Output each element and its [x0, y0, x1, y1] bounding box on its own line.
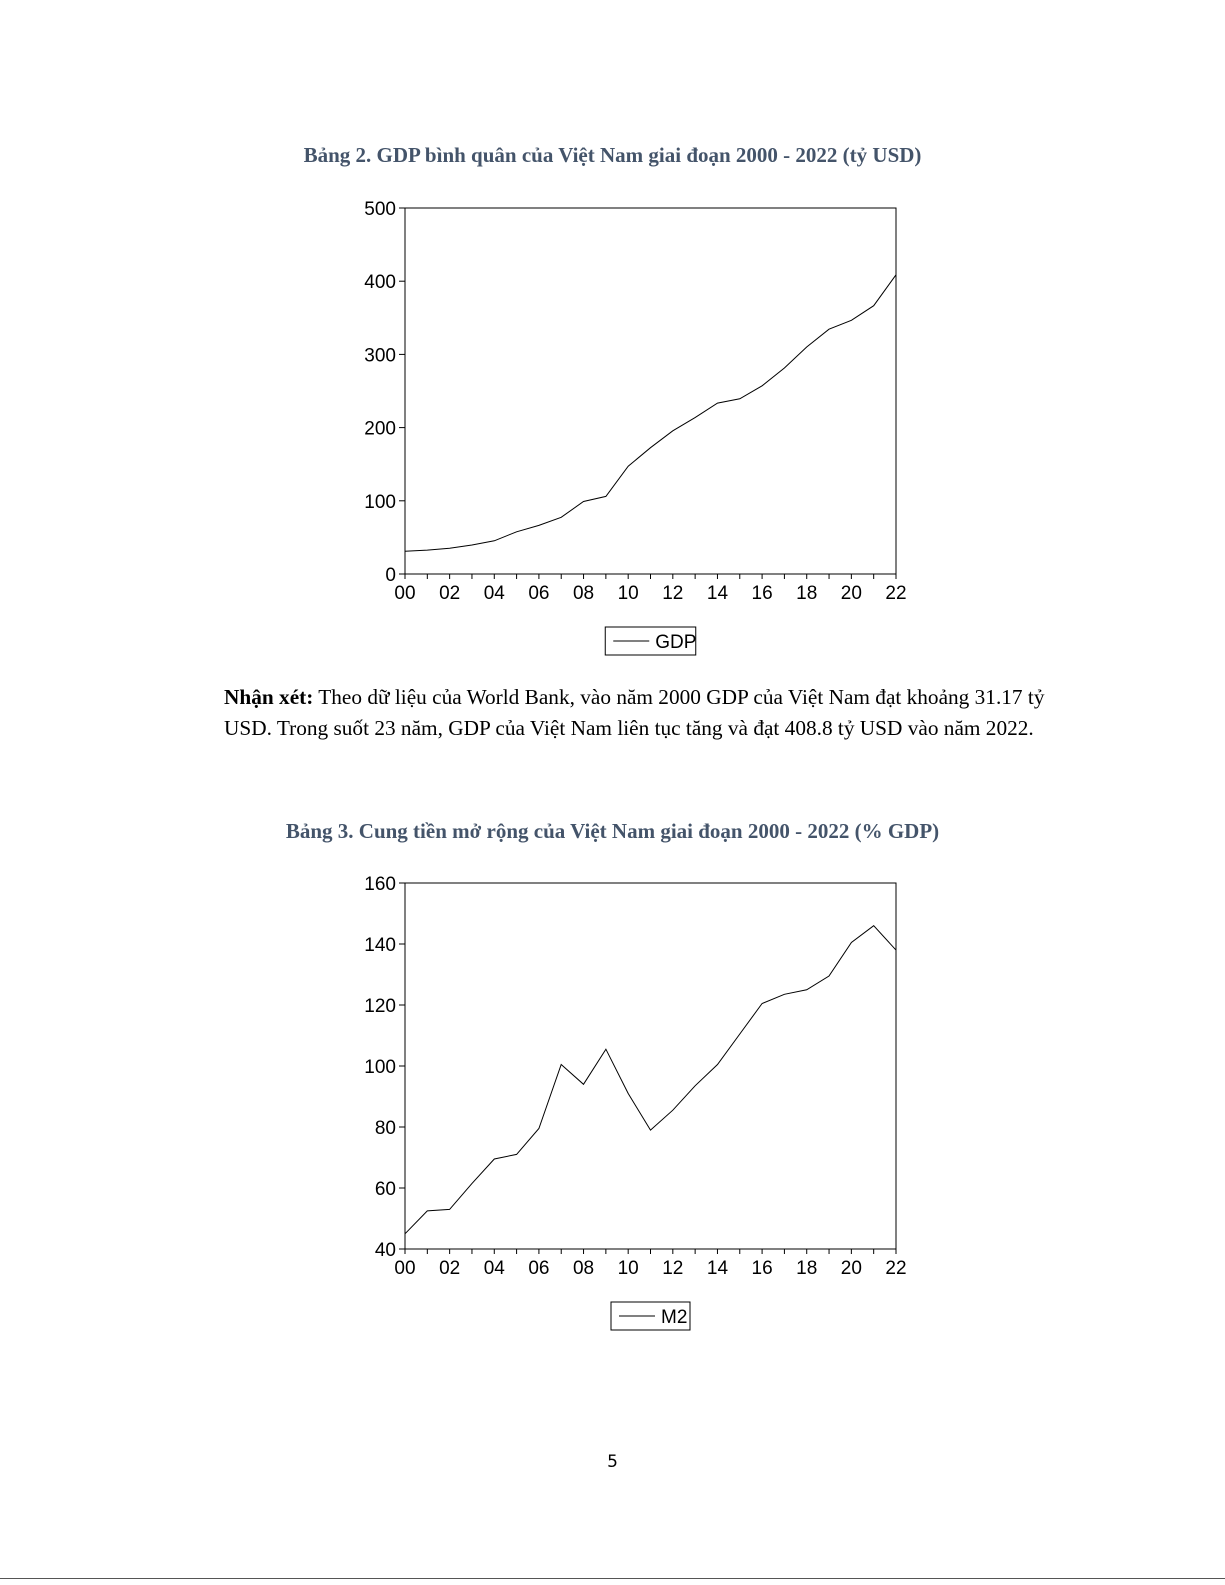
gdp-y-tick-label: 500	[364, 199, 396, 220]
gdp-chart	[345, 190, 925, 670]
gdp-x-tick-label: 22	[885, 583, 907, 604]
m2-y-tick-label: 40	[374, 1240, 396, 1261]
chart1-caption: Bảng 2. GDP bình quân của Việt Nam giai đoạn 2000 - 2022 (tỷ USD)	[303, 143, 922, 167]
remark-label: Nhận xét:	[224, 685, 314, 709]
m2-series-line-m2	[405, 926, 896, 1234]
m2-x-tick-label: 14	[706, 1258, 729, 1279]
m2-x-tick-label: 10	[617, 1258, 639, 1279]
gdp-x-tick-label: 06	[528, 583, 550, 604]
gdp-y-tick-label: 400	[364, 272, 396, 294]
m2-x-tick-label: 08	[572, 1258, 595, 1279]
gdp-plot-frame	[405, 208, 896, 574]
m2-x-tick-label: 20	[840, 1258, 862, 1279]
m2-x-tick-label: 16	[751, 1258, 773, 1279]
m2-x-tick-label: 06	[528, 1258, 550, 1279]
gdp-x-tick-label: 08	[572, 583, 595, 604]
m2-y-tick-label: 120	[364, 996, 396, 1017]
gdp-x-tick-label: 14	[706, 583, 729, 604]
m2-x-tick-label: 02	[439, 1258, 461, 1279]
m2-y-tick-label: 80	[374, 1118, 396, 1139]
m2-x-tick-label: 12	[662, 1258, 684, 1279]
m2-x-tick-label: 00	[394, 1258, 416, 1279]
gdp-chart-svg	[345, 190, 925, 670]
m2-y-tick-label: 140	[364, 935, 396, 956]
gdp-y-tick-label: 0	[385, 565, 396, 586]
m2-x-tick-label: 22	[885, 1258, 907, 1279]
gdp-y-tick-label: 300	[364, 345, 396, 367]
m2-chart	[345, 865, 925, 1345]
m2-legend-label: M2	[661, 1307, 688, 1328]
footer-rule	[0, 1578, 1225, 1579]
m2-plot-frame	[405, 883, 896, 1249]
remark-text: Theo dữ liệu của World Bank, vào năm 2000 GDP của Việt Nam đạt khoảng 31.17 tỷ USD. Trong suốt 23 năm, GDP của Việt Nam liên tục tăng và đạt 408.8 tỷ USD vào năm 2022.	[224, 685, 1045, 740]
gdp-y-tick-label: 200	[364, 418, 396, 440]
m2-x-tick-label: 04	[483, 1258, 505, 1279]
gdp-legend-label: GDP	[655, 632, 697, 653]
m2-y-tick-label: 160	[364, 874, 396, 895]
gdp-x-tick-label: 20	[840, 583, 862, 604]
gdp-x-tick-label: 10	[617, 583, 639, 604]
m2-x-tick-label: 18	[796, 1258, 818, 1279]
gdp-x-tick-label: 04	[483, 583, 505, 604]
remark-paragraph	[224, 682, 1084, 744]
m2-y-tick-label: 100	[364, 1057, 396, 1078]
m2-chart-svg	[345, 865, 925, 1345]
gdp-y-tick-label: 100	[364, 491, 396, 513]
gdp-x-tick-label: 16	[751, 583, 773, 604]
gdp-x-tick-label: 12	[662, 583, 684, 604]
gdp-x-tick-label: 00	[394, 583, 416, 604]
chart2-caption: Bảng 3. Cung tiền mở rộng của Việt Nam giai đoạn 2000 - 2022 (% GDP)	[285, 819, 940, 843]
page-number: 5	[607, 1452, 618, 1472]
m2-y-tick-label: 60	[374, 1179, 396, 1200]
gdp-x-tick-label: 02	[439, 583, 461, 604]
gdp-x-tick-label: 18	[796, 583, 818, 604]
gdp-series-line-gdp	[405, 275, 896, 551]
